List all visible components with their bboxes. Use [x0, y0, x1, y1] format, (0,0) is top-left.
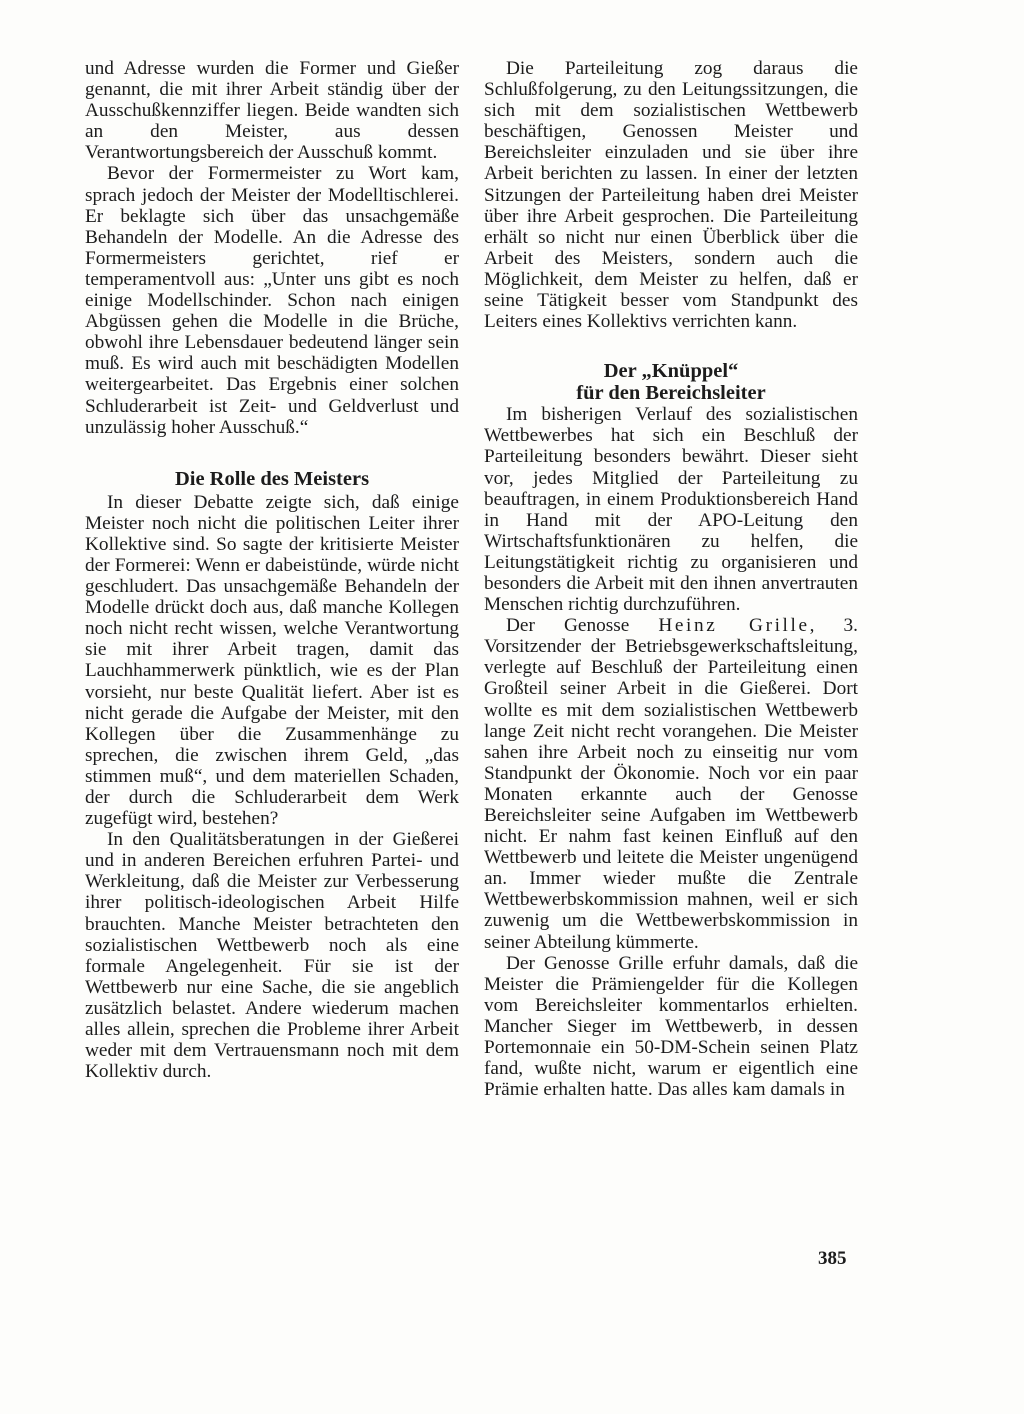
page-number: 385: [818, 1248, 847, 1269]
right-column: [484, 58, 858, 1100]
section-heading-knueppel-line-1: Der „Knüppel“: [603, 360, 739, 383]
right-paragraph-3-rest: , 3. Vorsitzender der Betriebsgewerkschaftsleitung, verlegte auf Beschluß der Parteileitung einen Großteil seiner Arbeit in die Gießerei. Dort wollte es mit dem sozialistischen Wettbewerb lange Zeit nicht recht vorangehen. Die Meister sahen ihre Arbeit noch zu einseitig nur vom Standpunkt der Ökonomie. Noch vor ein paar Monaten erkannte auch der Genosse Bereichsleiter seine Aufgaben im Wettbewerb nicht. Er nahm fast keinen Einfluß auf den Wettbewerb und leitete die Meister ungenügend an. Immer wieder mußte die Zentrale Wettbewerbskommission mahnen, weil er sich zuwenig um die Wettbewerbskommission in seiner Abteilung kümmerte.: [484, 615, 858, 953]
left-paragraph-1: und Adresse wurden die Former und Gießer genannt, die mit ihrer Arbeit ständig über der Ausschußkennziffer liegen. Beide wandten sich an den Meister, aus dessen Verantwortungsbereich der Ausschuß kommt.: [85, 58, 459, 164]
section-heading-knueppel-line-2: für den Bereichsleiter: [576, 382, 766, 405]
left-paragraph-2: Bevor der Formermeister zu Wort kam, sprach jedoch der Meister der Modelltischlerei. Er beklagte sich über das unsachgemäße Behandeln der Modelle. An die Adresse des Formermeisters gerichtet, rief er temperamentvoll aus: „Unter uns gibt es noch einige Modellschinder. Schon nach einigen Abgüssen gehen die Modelle in die Brüche, obwohl ihre Lebensdauer bedeutend länger sein muß. Es wird auch mit beschädigten Modellen weitergearbeitet. Das Ergebnis einer solchen Schluderarbeit ist Zeit- und Geldverlust und unzulässig hoher Ausschuß.“: [85, 163, 459, 438]
left-paragraph-3: In dieser Debatte zeigte sich, daß einige Meister noch nicht die politischen Leiter ihrer Kollektive sind. So sagte der kritisierte Meister der Formerei: Wenn er dabeistünde, würde nicht geschludert. Das unsachgemäße Behandeln der Modelle drückt doch aus, daß manche Kollegen noch nicht recht wissen, welche Verantwortung sie mit ihrer Arbeit tragen, damit das Lauchhammerwerk pünktlich, wie es der Plan vorsieht, nur beste Qualität liefert. Aber ist es nicht gerade die Aufgabe der Meister, mit den Kollegen über die Zusammenhänge zu sprechen, die zwischen ihrem Geld, „das stimmen muß“, und dem materiellen Schaden, der durch die Schluderarbeit dem Werk zugefügt wird, bestehen?: [85, 491, 459, 830]
left-column: [85, 58, 459, 1082]
left-paragraph-4: In den Qualitätsberatungen in der Gießerei und in anderen Bereichen erfuhren Partei- und Werkleitung, daß die Meister zur Verbesserung ihrer politisch-ideologischen Arbeit Hilfe brauchten. Manche Meister betrachteten den sozialistischen Wettbewerb noch als eine formale Angelegenheit. Für sie ist der Wettbewerb nur eine Sache, die sie angeblich zusätzlich belastet. Andere wiederum machen alles allein, sprechen die Probleme ihrer Arbeit weder mit dem Vertrauensmann noch mit dem Kollektiv durch.: [85, 829, 459, 1083]
right-paragraph-1: Die Parteileitung zog daraus die Schlußfolgerung, zu den Leitungssitzungen, die sich mit dem sozialistischen Wettbewerb beschäftigen, Genossen Meister und Bereichsleiter einzuladen und sie über ihre Arbeit berichten zu lassen. In einer der letzten Sitzungen der Parteileitung haben drei Meister über ihre Arbeit gesprochen. Die Parteileitung erhält so nicht nur einen Überblick über die Arbeit des Meisters, sondern auch die Möglichkeit, dem Meister zu helfen, daß er seine Tätigkeit besser vom Standpunkt des Leiters eines Kollektivs verrichten kann.: [484, 58, 858, 333]
right-paragraph-3: [484, 615, 858, 953]
section-heading-rolle: Die Rolle des Meisters: [174, 467, 370, 490]
person-name-heinz-grille: Heinz Grille: [658, 615, 810, 637]
right-paragraph-3-start: Der Genosse: [506, 615, 659, 637]
section-heading-knueppel: [484, 360, 858, 404]
right-paragraph-2: Im bisherigen Verlauf des sozialistischen Wettbewerbes hat sich ein Beschluß der Parteileitung besonders bewährt. Dieser sieht vor, jedes Mitglied der Parteileitung zu beauftragen, in einem Produktionsbereich Hand in Hand mit der APO-Leitung den Wirtschaftsfunktionären zu helfen, die Leitungstätigkeit richtig zu organisieren und besonders die Arbeit mit den ihnen anvertrauten Menschen richtig durchzuführen.: [484, 404, 858, 616]
right-paragraph-4: Der Genosse Grille erfuhr damals, daß die Meister die Prämiengelder für die Kollegen vom Bereichsleiter kommentarlos erhielten. Mancher Sieger im Wettbewerb, in dessen Portemonnaie ein 50-DM-Schein seinen Platz fand, wußte nicht, warum er eigentlich eine Prämie erhalten hatte. Das alles kam damals in: [484, 952, 858, 1101]
